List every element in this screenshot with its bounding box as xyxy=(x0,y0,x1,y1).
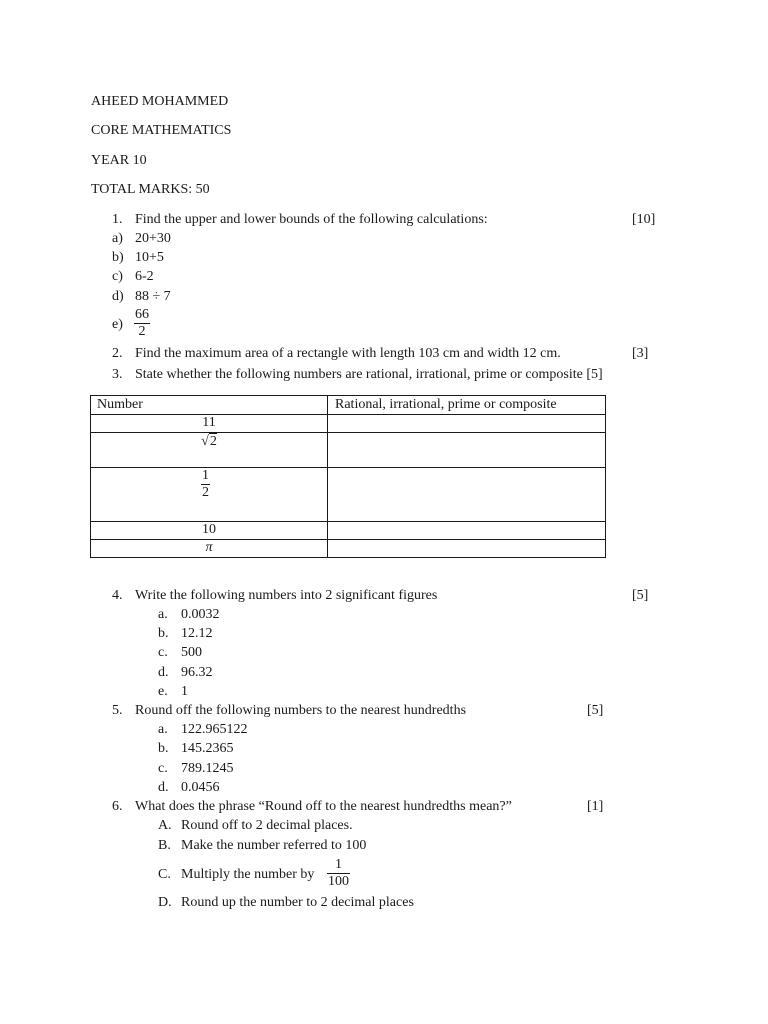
table-header-cell xyxy=(327,395,606,415)
q5-item-text: 145.2365 xyxy=(181,741,234,756)
q1-item-label: c) xyxy=(112,269,123,284)
q6-option-text: Round up the number to 2 decimal places xyxy=(181,895,414,910)
q5-item-text: 122.965122 xyxy=(181,722,248,737)
q4-item-text: 500 xyxy=(181,645,202,660)
q4-item-label: b. xyxy=(158,626,169,641)
q5-item-label: d. xyxy=(158,780,169,795)
fraction-66-over-2 xyxy=(134,307,150,340)
q2-text: Find the maximum area of a rectangle with length 103 cm and width 12 cm. xyxy=(135,346,561,361)
fraction-one-half xyxy=(201,468,210,501)
table-answer-cell[interactable] xyxy=(327,414,606,433)
q4-item-text: 96.32 xyxy=(181,665,213,680)
year-label: YEAR 10 xyxy=(91,153,147,168)
q1-text: Find the upper and lower bounds of the following calculations: xyxy=(135,212,488,227)
sqrt-symbol: √ xyxy=(201,434,209,449)
q6-option-label: B. xyxy=(158,838,171,853)
q2-number: 2. xyxy=(112,346,123,361)
fraction-denominator: 2 xyxy=(202,485,209,500)
q1-item-text: 10+5 xyxy=(135,250,164,265)
q5-item-text: 0.0456 xyxy=(181,780,220,795)
q1-item-label: e) xyxy=(112,317,123,332)
fraction-numerator: 1 xyxy=(202,468,209,483)
table-answer-cell[interactable] xyxy=(327,432,606,468)
q6-option-text: Make the number referred to 100 xyxy=(181,838,367,853)
q1-number: 1. xyxy=(112,212,123,227)
student-name: AHEED MOHAMMED xyxy=(91,94,229,109)
q4-item-text: 12.12 xyxy=(181,626,213,641)
q5-marks: [5] xyxy=(587,703,604,718)
sqrt-2-expression xyxy=(91,434,327,450)
q4-text: Write the following numbers into 2 significant figures xyxy=(135,588,438,603)
table-answer-cell[interactable] xyxy=(327,467,606,522)
q4-item-label: c. xyxy=(158,645,168,660)
q1-marks: [10] xyxy=(632,212,656,227)
q4-number: 4. xyxy=(112,588,123,603)
q1-item-label: b) xyxy=(112,250,124,265)
q1-item-text: 6-2 xyxy=(135,269,154,284)
subject-title: CORE MATHEMATICS xyxy=(91,123,232,138)
fraction-denominator: 2 xyxy=(134,323,150,340)
table-answer-cell[interactable] xyxy=(327,521,606,540)
table-header-cell xyxy=(90,395,328,415)
fraction-numerator: 1 xyxy=(335,857,342,872)
q5-item-text: 789.1245 xyxy=(181,761,234,776)
q5-text: Round off the following numbers to the nearest hundredths xyxy=(135,703,467,718)
q4-item-label: a. xyxy=(158,607,168,622)
q3-number: 3. xyxy=(112,367,123,382)
table-header-classification: Rational, irrational, prime or composite xyxy=(335,397,557,412)
table-number-cell: 2 xyxy=(209,434,217,449)
q4-item-label: e. xyxy=(158,684,168,699)
q3-text: State whether the following numbers are rational, irrational, prime or composite [5] xyxy=(135,367,603,382)
q6-number: 6. xyxy=(112,799,123,814)
q4-item-text: 1 xyxy=(181,684,188,699)
table-row xyxy=(90,521,328,540)
fraction-1-over-100 xyxy=(327,857,350,890)
fraction-denominator: 100 xyxy=(328,874,349,889)
q6-option-label: C. xyxy=(158,867,171,882)
table-row xyxy=(90,432,328,468)
q1-item-text: 20+30 xyxy=(135,231,171,246)
q4-item-label: d. xyxy=(158,665,169,680)
q4-item-text: 0.0032 xyxy=(181,607,220,622)
table-row xyxy=(90,539,328,558)
fraction-numerator: 66 xyxy=(135,307,149,322)
q6-option-label: A. xyxy=(158,818,172,833)
q4-marks: [5] xyxy=(632,588,649,603)
q1-item-label: a) xyxy=(112,231,123,246)
table-answer-cell[interactable] xyxy=(327,539,606,558)
q6-option-text: Round off to 2 decimal places. xyxy=(181,818,353,833)
q6-option-label: D. xyxy=(158,895,172,910)
q5-number: 5. xyxy=(112,703,123,718)
total-marks: TOTAL MARKS: 50 xyxy=(91,182,210,197)
table-header-number: Number xyxy=(97,397,143,412)
q5-item-label: b. xyxy=(158,741,169,756)
q6-marks: [1] xyxy=(587,799,604,814)
q1-item-label: d) xyxy=(112,289,124,304)
table-number-cell: π xyxy=(205,540,213,555)
table-row xyxy=(90,467,328,522)
q1-item-text: 88 ÷ 7 xyxy=(135,289,171,304)
q5-item-label: a. xyxy=(158,722,168,737)
q6-text: What does the phrase “Round off to the nearest hundredths mean?” xyxy=(135,799,512,814)
q5-item-label: c. xyxy=(158,761,168,776)
q2-marks: [3] xyxy=(632,346,649,361)
table-number-cell: 10 xyxy=(202,522,216,537)
table-number-cell: 11 xyxy=(202,415,216,430)
table-row xyxy=(90,414,328,433)
q6-option-text: Multiply the number by xyxy=(181,867,315,882)
